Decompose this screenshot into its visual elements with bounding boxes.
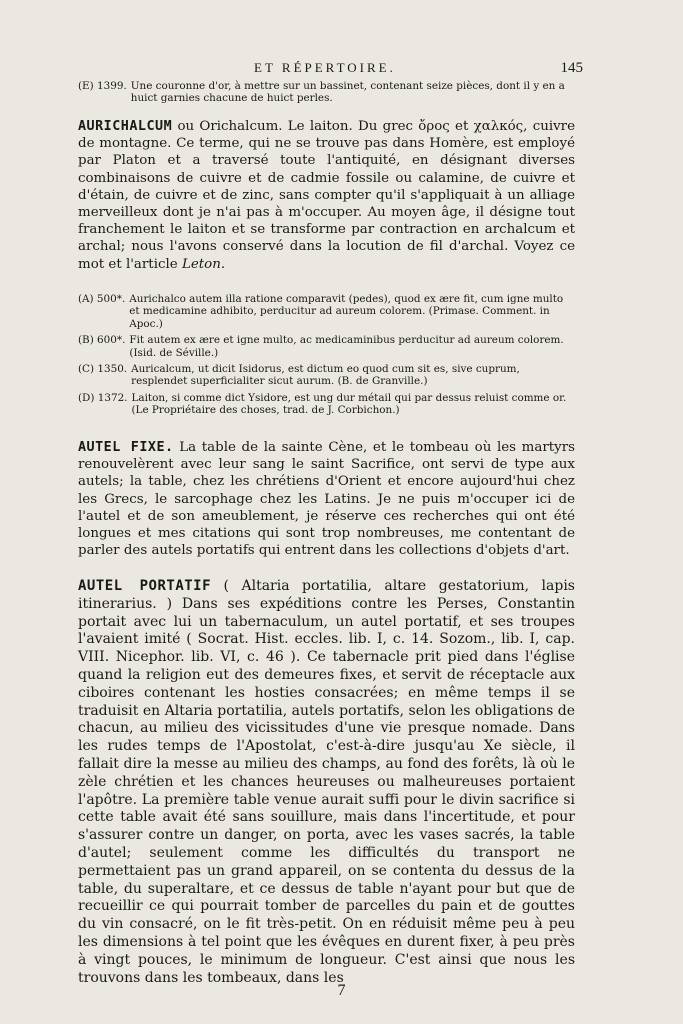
footnote-text: Une couronne d'or, à mettre sur un bassinet, contenant seize pièces, dont il y en a huict garnies chacune de huict perles.	[130, 80, 565, 105]
footnote-text: Aurichalco autem illa ratione comparavit (pedes), quod ex ære fit, cum igne multo et medicamine adhibito, perducitur ad aureum colorem. (Primase. Comment. in Apoc.)	[129, 293, 564, 330]
entry-headword: AUTEL FIXE.	[78, 440, 174, 455]
entry-headword: AUTEL PORTATIF	[78, 578, 212, 594]
cross-reference: Leton.	[181, 256, 226, 272]
footnote	[78, 392, 575, 417]
entry-paragraph	[78, 578, 575, 987]
footnote-marker: (B) 600*.	[78, 334, 126, 347]
signature-mark: 7	[337, 982, 346, 999]
entry-paragraph	[78, 439, 575, 559]
footnote-marker: (D) 1372.	[78, 391, 128, 404]
entry-autel-portatif	[78, 578, 575, 987]
page-header	[92, 60, 583, 77]
footnotes-aurichalcum	[78, 293, 575, 417]
page-number: 145	[560, 60, 583, 76]
entry-paragraph	[78, 118, 575, 273]
entry-text: ou Orichalcum. Le laiton. Du grec ὄρος et χαλκός, cuivre de montagne. Ce terme, qui ne se trouve pas dans Homère, est employé par Platon et a traversé toute l'antiquité, en désignant diverses combinaisons de cuivre et de cadmie fossile ou calamine, de cuivre et d'étain, de cuivre et de zinc, sans compter qu'il s'appliquait à un alliage merveilleux dont je n'ai pas à m'occuper. Au moyen âge, il désigne tout franchement le laiton et se transforme par contraction en archalcum et archal; nous l'avons conservé dans la locution de fil d'archal. Voyez ce mot et l'article	[78, 119, 575, 272]
footnote	[78, 293, 575, 330]
footnote-text: Fit autem ex ære et igne multo, ac medicaminibus perducitur ad aureum colorem. (Isid. de Séville.)	[129, 334, 564, 359]
footnote-continued	[78, 80, 575, 105]
entry-text: La table de la sainte Cène, et le tombeau où les martyrs renouvelèrent avec leur sang le saint Sacrifice, ont servi de type aux autels; la table, chez les chrétiens d'Orient et encore aujourd'hui chez les Grecs, le sarcophage chez les Latins. Je ne puis m'occuper ici de l'autel et de son ameublement, je réserve ces recherches qui ont été longues et mes citations qui sont trop nombreuses, me contentant de parler des autels portatifs qui entrent dans les collections d'objets d'art.	[78, 440, 575, 559]
footnote-text: Laiton, si comme dict Ysidore, est ung dur métail qui par dessus reluist comme or. (Le Propriétaire des choses, trad. de J. Corbichon.)	[131, 391, 567, 417]
entry-autel-fixe	[78, 439, 575, 559]
footnote	[78, 363, 575, 388]
footnote-marker: (A) 500*.	[78, 293, 126, 305]
footnote-marker: (C) 1350.	[78, 363, 128, 376]
footnote	[78, 334, 575, 359]
entry-headword: AURICHALCUM	[78, 119, 173, 134]
entry-aurichalcum	[78, 118, 575, 273]
footnote-text: Auricalcum, ut dicit Isidorus, est dictum eo quod cum sit es, sive cuprum, resplendet superficialiter sicut aurum. (B. de Granville.)	[131, 363, 520, 388]
entry-text: ( Altaria portatilia, altare gestatorium, lapis itinerarius. ) Dans ses expéditions contre les Perses, Constantin portait avec lui un tabernaculum, un autel portatif, et ses troupes l'avaient imité ( Socrat. Hist. eccles. lib. I, c. 14. Sozom., lib. I, cap. VIII. Nicephor. lib. VI, c. 46 ). Ce tabernacle prit pied dans l'église quand la religion eut des demeures fixes, et servit de réceptacle aux ciboires contenant les hosties consacrées; en même temps il se traduisit en Altaria portatilia, autels portatifs, selon les obligations de chacun, au milieu des vicissitudes d'une vie presque nomade. Dans les rudes temps de l'Apostolat, c'est-à-dire jusqu'au Xe siècle, il fallait dire la messe au milieu des champs, au fond des forêts, là où le zèle chrétien et les chances heureuses ou malheureuses portaient l'apôtre. La première table venue aurait suffi pour le divin sacrifice si cette table avait été sans souillure, mais dans l'incertitude, et pour s'assurer contre un danger, on porta, avec les vases sacrés, la table d'autel; seulement comme les difficultés du transport ne permettaient pas un grand appareil, on se contenta du dessus de la table, du superaltare, et ce dessus de table n'ayant pour but que de recueillir ce qui pourrait tomber de parcelles du pain et de gouttes du vin consacré, on le fit très-petit. On en réduisit même peu à peu les dimensions à tel point que les évêques en durent fixer, à peu près à vingt pouces, le minimum de longueur. C'est ainsi que nous les trouvons dans les tombeaux, dans les	[78, 578, 575, 986]
running-title: ET RÉPERTOIRE.	[254, 60, 396, 75]
footnote-marker: (E) 1399.	[78, 80, 127, 92]
